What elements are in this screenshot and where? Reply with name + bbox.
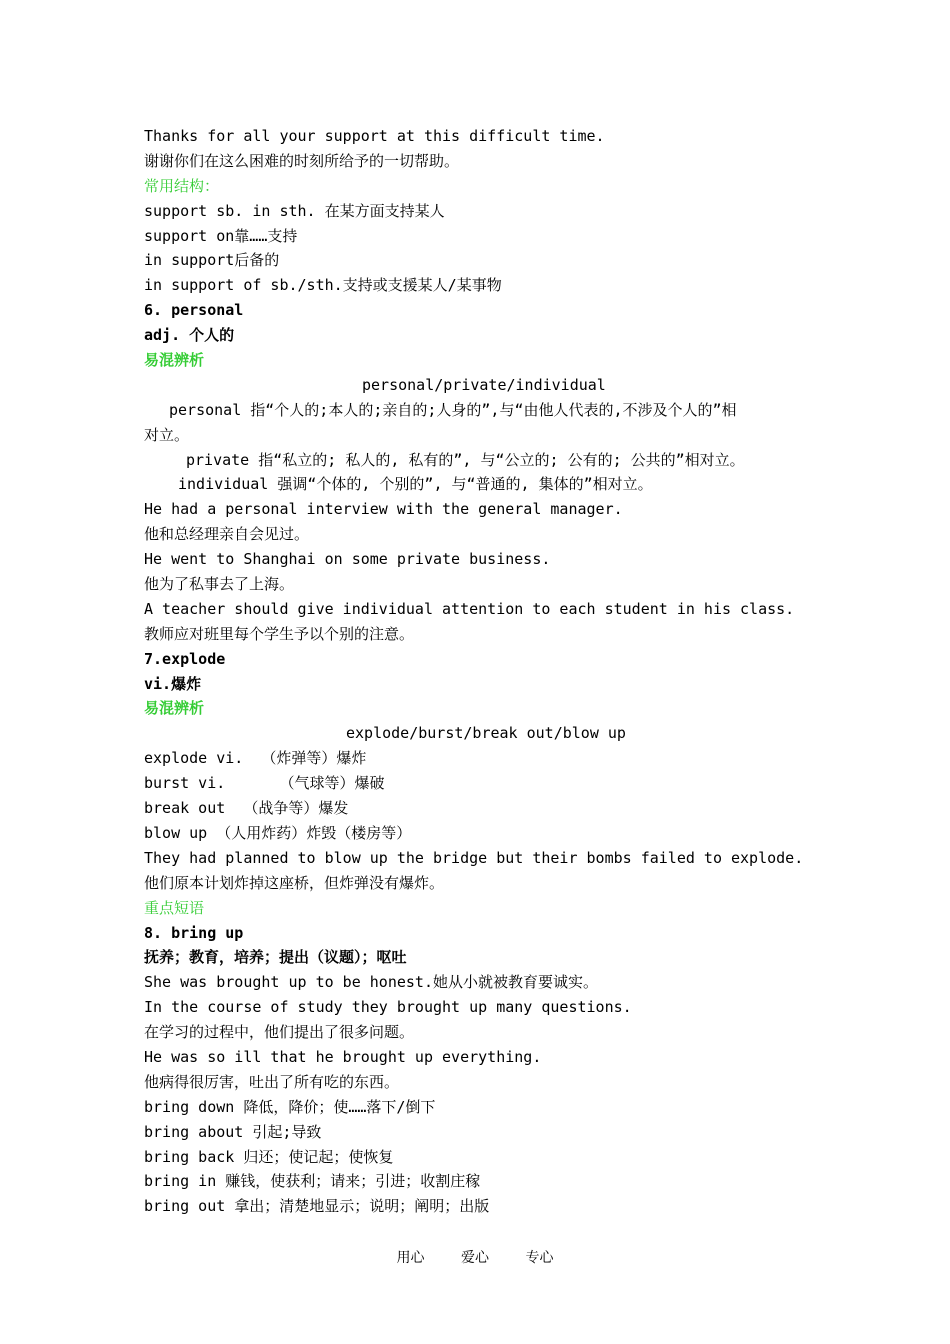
text-line: He went to Shanghai on some private business. bbox=[144, 550, 551, 569]
text-line: bring down 降低，降价；使……落下/倒下 bbox=[144, 1097, 436, 1116]
text-line: support sb. in sth. 在某方面支持某人 bbox=[144, 201, 445, 220]
text-line: 在学习的过程中，他们提出了很多问题。 bbox=[144, 1023, 415, 1042]
text-line: She was brought up to be honest.她从小就被教育要诚实。 bbox=[144, 973, 598, 992]
section-heading: 易混辨析 bbox=[144, 351, 205, 370]
text-line: 他为了私事去了上海。 bbox=[144, 575, 295, 594]
text-line: 对立。 bbox=[144, 425, 190, 444]
footer-text: 用心 bbox=[396, 1250, 425, 1266]
text-line: 他病得很厉害，吐出了所有吃的东西。 bbox=[144, 1072, 400, 1091]
entry-definition: vi.爆炸 bbox=[144, 674, 202, 693]
text-line: 教师应对班里每个学生予以个别的注意。 bbox=[144, 624, 415, 643]
text-line: bring in 赚钱，使获利；请来；引进；收割庄稼 bbox=[144, 1172, 481, 1191]
entry-definition: 抚养；教育，培养；提出（议题）；呕吐 bbox=[144, 948, 407, 967]
text-line: He was so ill that he brought up everything. bbox=[144, 1047, 542, 1066]
section-heading: 重点短语 bbox=[144, 898, 205, 917]
text-line: blow up （人用炸药）炸毁（楼房等） bbox=[144, 823, 412, 842]
document-body bbox=[144, 124, 824, 1219]
text-line: burst vi. （气球等）爆破 bbox=[144, 774, 385, 793]
text-line: He had a personal interview with the general manager. bbox=[144, 500, 623, 519]
text-line: bring out 拿出；清楚地显示；说明；阐明；出版 bbox=[144, 1197, 490, 1216]
comparison-title: personal/private/individual bbox=[362, 375, 606, 394]
entry-title: 6. personal bbox=[144, 301, 244, 320]
text-line: break out （战争等）爆发 bbox=[144, 799, 349, 818]
text-line: 他和总经理亲自会见过。 bbox=[144, 525, 310, 544]
text-line: bring back 归还；使记起；使恢复 bbox=[144, 1147, 394, 1166]
text-line: 谢谢你们在这么困难的时刻所给予的一切帮助。 bbox=[144, 151, 460, 170]
text-line: in support后备的 bbox=[144, 251, 280, 270]
entry-definition: adj. 个人的 bbox=[144, 326, 235, 345]
text-line: They had planned to blow up the bridge but their bombs failed to explode. bbox=[144, 848, 804, 867]
comparison-title: explode/burst/break out/blow up bbox=[346, 724, 626, 743]
page-footer bbox=[0, 1247, 950, 1267]
text-line: A teacher should give individual attention to each student in his class. bbox=[144, 599, 795, 618]
section-heading: 常用结构： bbox=[144, 176, 220, 195]
text-line: explode vi. （炸弹等）爆炸 bbox=[144, 749, 367, 768]
text-line: personal 指“个人的;本人的;亲自的;人身的”,与“由他人代表的,不涉及个人的”相 bbox=[169, 400, 737, 419]
text-line: bring about 引起;导致 bbox=[144, 1122, 322, 1141]
entry-title: 7.explode bbox=[144, 649, 226, 668]
footer-text: 爱心 bbox=[461, 1250, 489, 1266]
entry-title: 8. bring up bbox=[144, 923, 244, 942]
section-heading: 易混辨析 bbox=[144, 699, 205, 718]
text-line: in support of sb./sth.支持或支援某人/某事物 bbox=[144, 276, 502, 295]
text-line: 他们原本计划炸掉这座桥，但炸弹没有爆炸。 bbox=[144, 873, 445, 892]
footer-text: 专心 bbox=[525, 1250, 554, 1266]
text-line: support on靠……支持 bbox=[144, 226, 298, 245]
text-line: private 指“私立的; 私人的, 私有的”, 与“公立的; 公有的; 公共的”相对立。 bbox=[186, 450, 745, 469]
text-line: In the course of study they brought up many questions. bbox=[144, 998, 632, 1017]
text-line: individual 强调“个体的, 个别的”, 与“普通的, 集体的”相对立。 bbox=[178, 475, 653, 494]
text-line: Thanks for all your support at this difficult time. bbox=[144, 127, 605, 145]
